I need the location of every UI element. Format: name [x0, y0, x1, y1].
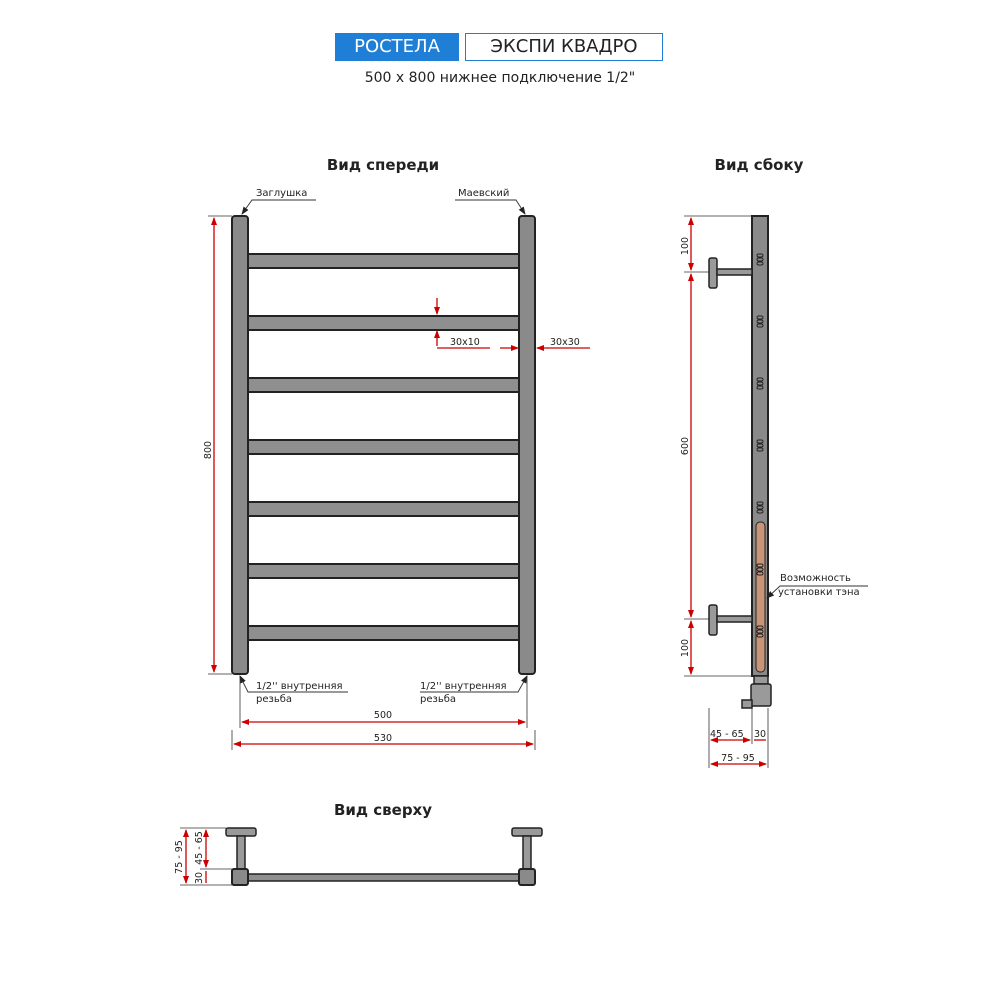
pipe-section-value: 30x30 [550, 337, 580, 348]
thread-right-label-1: 1/2'' внутренняя [420, 681, 507, 692]
top-view-right-pipe [519, 869, 535, 885]
right-vertical-pipe [519, 216, 535, 674]
top-view-bar [248, 874, 520, 881]
width-outer-value: 530 [373, 733, 393, 744]
side-dim-middle-value: 600 [680, 436, 691, 456]
front-view-title: Вид спереди [326, 156, 440, 174]
horizontal-bar [248, 254, 520, 268]
lower-wall-bracket [709, 605, 752, 635]
bottom-connector [742, 676, 771, 708]
left-vertical-pipe [232, 216, 248, 674]
upper-wall-bracket [709, 258, 752, 288]
horizontal-bar [248, 316, 520, 330]
bar-section-value: 30x10 [450, 337, 480, 348]
side-offset-1-value: 45 - 65 [710, 729, 744, 740]
side-dim-bottom-value: 100 [680, 638, 691, 658]
horizontal-bar [248, 440, 520, 454]
top-view [174, 801, 542, 885]
valve-leader [455, 200, 525, 214]
brand-name: РОСТЕЛА [354, 36, 440, 57]
side-offset-total-value: 75 - 95 [721, 753, 755, 764]
side-view [680, 156, 868, 768]
plug-leader [242, 200, 316, 214]
top-dim-total-value: 75 - 95 [174, 840, 185, 874]
plug-label: Заглушка [256, 188, 308, 199]
top-dim-a-value: 30 [194, 871, 205, 885]
top-dim-b-value: 45 - 65 [194, 831, 205, 865]
horizontal-bar [248, 378, 520, 392]
horizontal-bar [248, 564, 520, 578]
valve-label: Маевский [458, 188, 510, 199]
heater-label-2: установки тэна [778, 587, 860, 598]
front-view [203, 156, 590, 750]
side-dim-top-value: 100 [680, 236, 691, 256]
thread-right-label-2: резьба [420, 694, 457, 705]
width-inner-value: 500 [373, 710, 393, 721]
horizontal-bar [248, 502, 520, 516]
top-left-bracket [226, 828, 256, 870]
side-offset-2-value: 30 [754, 729, 767, 740]
height-dimension-value: 800 [203, 440, 214, 460]
product-subtitle: 500 х 800 нижнее подключение 1/2" [364, 70, 636, 86]
horizontal-bar [248, 626, 520, 640]
thread-left-label-2: резьба [256, 694, 293, 705]
top-view-left-pipe [232, 869, 248, 885]
thread-left-label-1: 1/2'' внутренняя [256, 681, 343, 692]
top-view-title: Вид сверху [333, 801, 433, 819]
front-bars [248, 254, 520, 640]
heater-label-1: Возможность [780, 573, 851, 584]
model-name: ЭКСПИ КВАДРО [490, 36, 638, 57]
side-view-title: Вид сбоку [714, 156, 804, 174]
heater-element [756, 522, 765, 672]
top-right-bracket [512, 828, 542, 870]
